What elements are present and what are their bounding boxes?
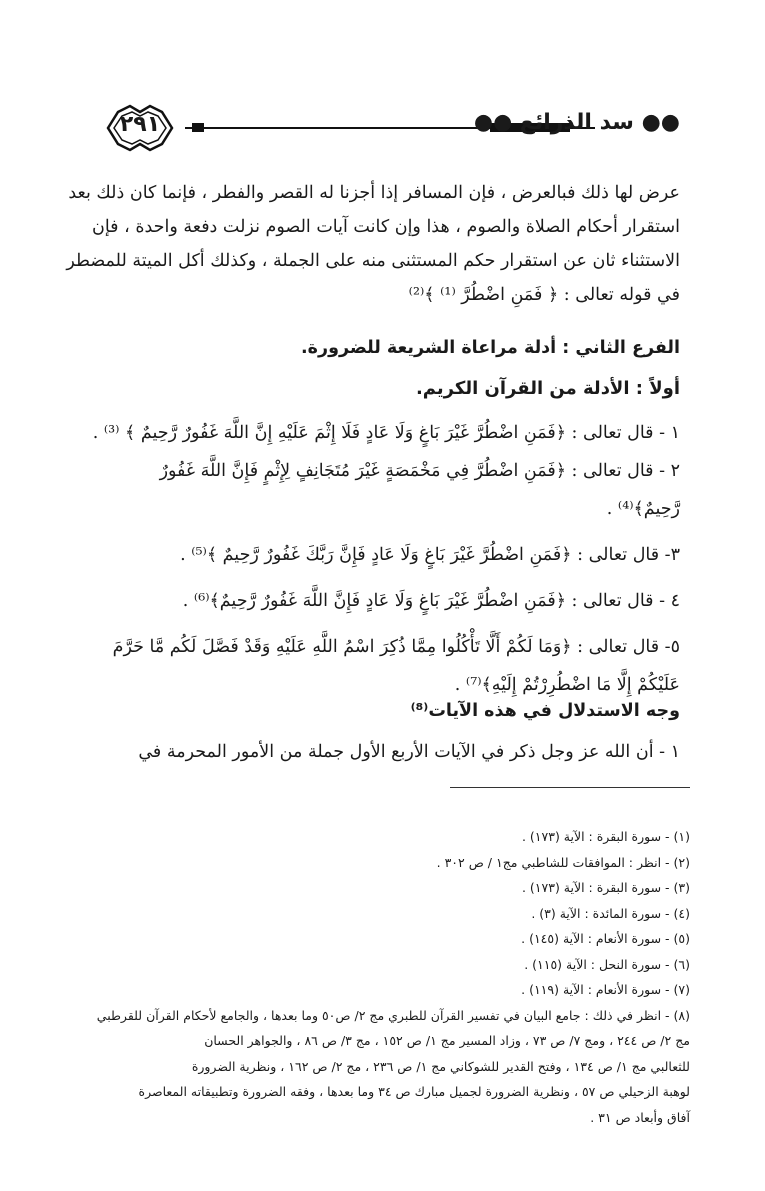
footnote-separator [450, 787, 690, 788]
heading-branch: الفرع الثاني : أدلة مراعاة الشريعة للضرورة. [301, 338, 680, 358]
verse-list [92, 414, 680, 704]
footnotes [90, 824, 690, 1130]
footnote: (٦) - سورة النحل : الآية (١١٥) . [524, 956, 690, 972]
paragraph-inference: ١ - أن الله عز وجل ذكر في الآيات الأربع الأول جملة من الأمور المحرمة في [138, 742, 680, 762]
footnote: (٥) - سورة الأنعام : الآية (١٤٥) . [521, 931, 690, 946]
footnote-continued: مج ٢/ ص ٢٤٤ ، ومج ٧/ ص ٧٣ ، وزاد المسير مج ١/ ص ١٥٢ ، مج ٣/ ص ٨٦ ، والجواهر الحسان [204, 1033, 690, 1048]
footnote: (٨) - انظر في ذلك : جامع البيان في تفسير القرآن للطبري مج ٢/ ص٥٠ وما بعدها ، والجامع لأحكام القرآن للقرطبي [96, 1007, 690, 1023]
footnote: (٧) - سورة الأنعام : الآية (١١٩) . [521, 982, 690, 997]
text-line: عرض لها ذلك فبالعرض ، فإن المسافر إذا أجزنا له القصر والفطر ، فإنما كان ذلك بعد [68, 183, 680, 203]
footnote-continued: آفاق وأبعاد ص ٣١ . [590, 1109, 690, 1125]
page-header [100, 98, 680, 158]
footnote: (٤) - سورة المائدة : الآية (٣) . [531, 905, 690, 921]
text-line: الاستثناء ثان عن استقرار حكم المستثنى منه على الجملة ، وكذلك أكل الميتة للمضطر [66, 251, 680, 271]
text-line: استقرار أحكام الصلاة والصوم ، هذا وإن كانت آيات الصوم نزلت دفعة واحدة ، فإن [92, 217, 680, 237]
paragraph-intro [66, 176, 680, 312]
verse-item-continued: عَلَيْكُمْ إِلَّا مَا اضْطُرِرْتُمْ إِلَيْهِ﴾⁽⁷⁾ . [454, 675, 680, 695]
footnote: (٢) - انظر : الموافقات للشاطبي مج١ / ص ٣٠٢ . [436, 854, 690, 870]
verse-item: ٢ - قال تعالى : ﴿فَمَنِ اضْطُرَّ فِي مَخْمَصَةٍ غَيْرَ مُتَجَانِفٍ لِإِثْمٍ فَإِنَّ اللَّهَ غَفُورٌ [159, 461, 680, 481]
footnote: (٣) - سورة البقرة : الآية (١٧٣) . [521, 880, 690, 895]
verse-item-continued: رَّحِيمٌ﴾⁽⁴⁾ . [606, 499, 680, 519]
heading-inference: وجه الاستدلال في هذه الآيات⁽⁸⁾ [410, 701, 680, 721]
text-line: في قوله تعالى : ﴿ فَمَنِ اضْطُرَّ ⁽¹⁾ ﴾⁽²⁾ [408, 285, 680, 305]
verse-item: ٣- قال تعالى : ﴿فَمَنِ اضْطُرَّ غَيْرَ بَاغٍ وَلَا عَادٍ فَإِنَّ رَبَّكَ غَفُورٌ رَّحِيمٌ ﴾⁽⁵⁾ . [180, 545, 680, 565]
footnote-continued: لوهبة الزحيلي ص ٥٧ ، ونظرية الضرورة لجميل مبارك ص ٣٤ وما بعدها ، وفقه الضرورة وتطبيقاته المعاصرة [138, 1084, 690, 1099]
footnote-continued: للثعالبي مج ١/ ص ١٣٤ ، وفتح القدير للشوكاني مج ١/ ص ٢٣٦ ، مج ٢/ ص ١٦٢ ، ونظرية الضرورة [191, 1058, 690, 1074]
running-title: ●● سد الذرائع ●● [473, 110, 680, 135]
verse-item: ٤ - قال تعالى : ﴿فَمَنِ اضْطُرَّ غَيْرَ بَاغٍ وَلَا عَادٍ فَإِنَّ اللَّهَ غَفُورٌ رَّحِيمٌ﴾⁽⁶⁾ . [182, 591, 680, 611]
header-rule-block-left [192, 123, 204, 132]
verse-item: ١ - قال تعالى : ﴿فَمَنِ اضْطُرَّ غَيْرَ بَاغٍ وَلَا عَادٍ فَلَا إِثْمَ عَلَيْهِ إِنَّ اللَّهَ غَفُورٌ رَّحِيمٌ ﴾ ⁽³⁾ . [92, 423, 680, 443]
verse-item: ٥- قال تعالى : ﴿وَمَا لَكُمْ أَلَّا تَأْكُلُوا مِمَّا ذُكِرَ اسْمُ اللَّهِ عَلَيْهِ وَقَدْ فَصَّلَ لَكُم مَّا حَرَّمَ [112, 637, 680, 657]
heading-quran-evidence: أولاً : الأدلة من القرآن الكريم. [415, 378, 680, 399]
footnote: (١) - سورة البقرة : الآية (١٧٣) . [521, 829, 690, 844]
page-number: ٢٩١ [119, 112, 161, 137]
